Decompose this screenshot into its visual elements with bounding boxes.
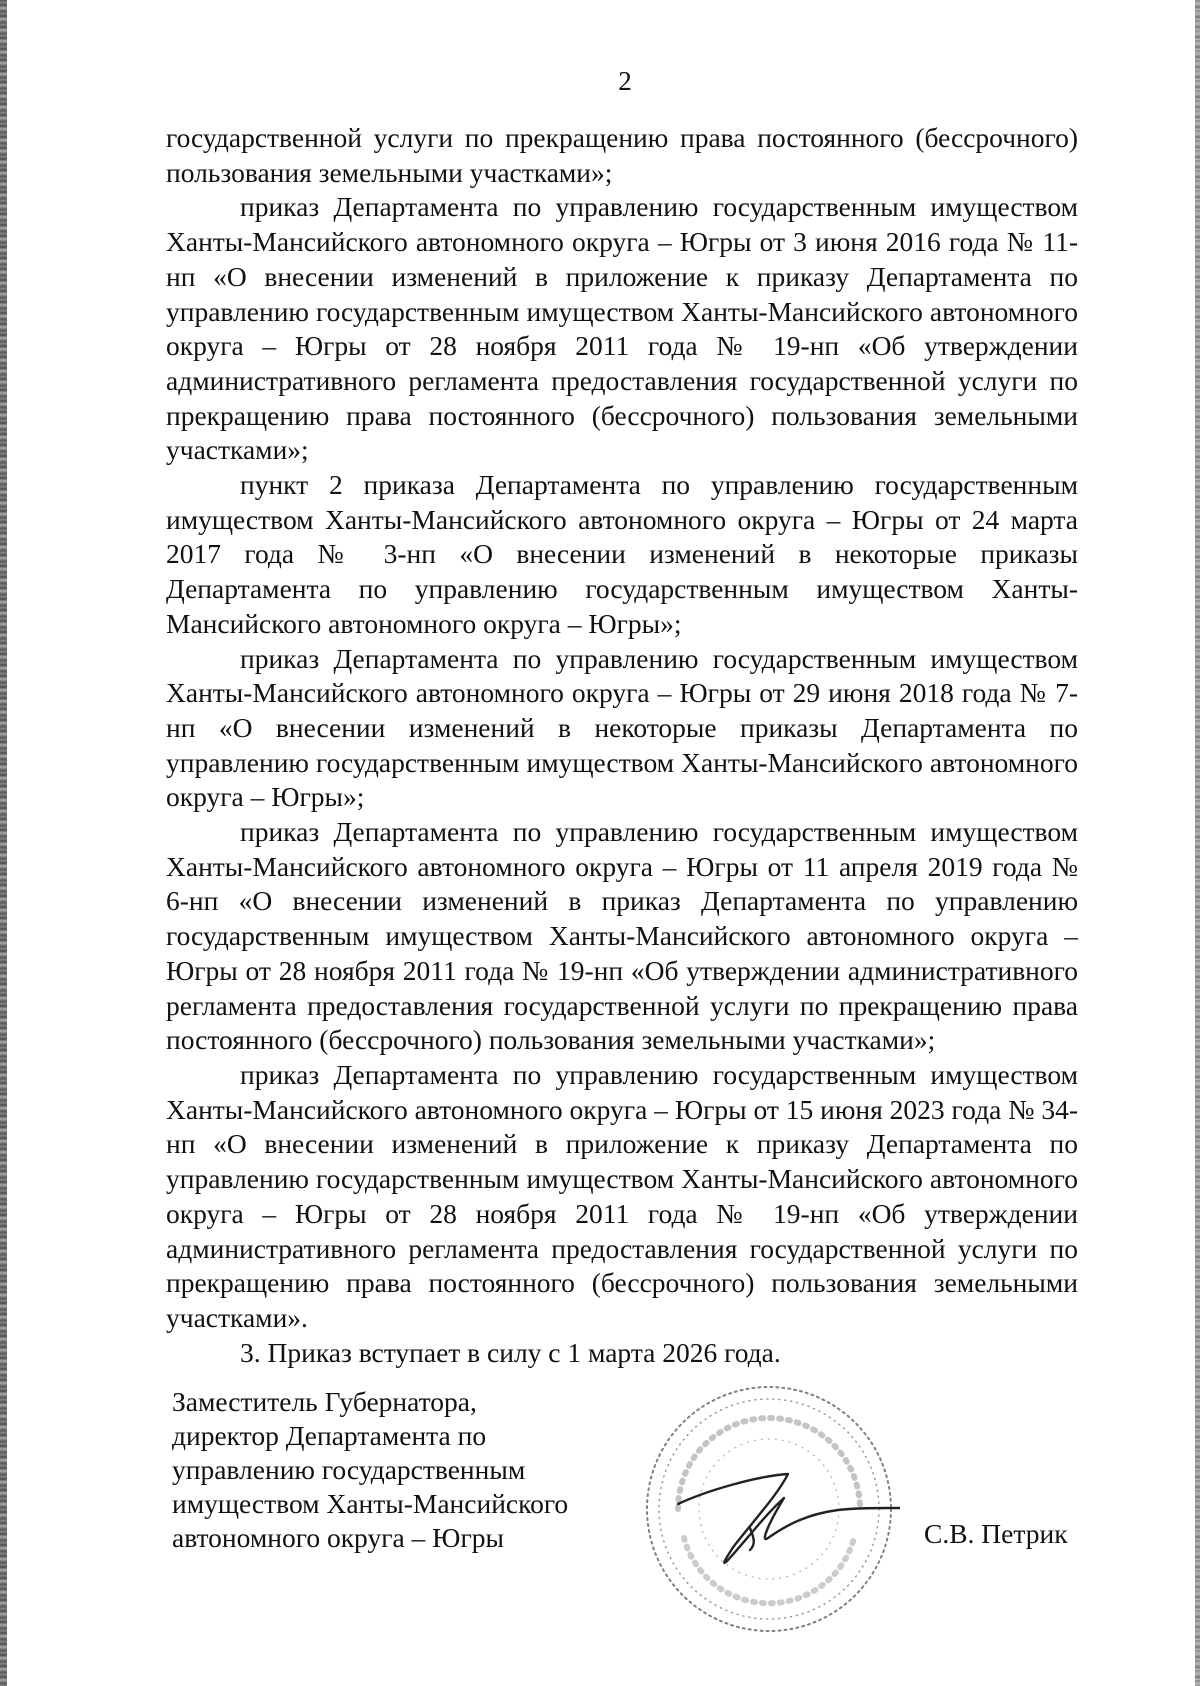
paragraph: приказ Департамента по управлению государственным имуществом Ханты-Мансийского автономного округа – Югры от 15 июня 2023 года № 34-нп «О внесении изменений в приложение к приказу Департамента по управлению государственным имуществом Ханты-Мансийского автономного округа – Югры от 28 ноября 2011 года № 19-нп «Об утверждении административного регламента предоставления государственной услуги по прекращению права постоянного (бессрочного) пользования земельными участками».: [166, 1058, 1078, 1333]
signatory-title-line: имуществом Ханты-Мансийского: [172, 1488, 569, 1519]
signatory-name: С.В. Петрик: [924, 1518, 1068, 1549]
scan-edge-right: [1195, 0, 1200, 1686]
document-body: [166, 121, 1078, 1370]
handwritten-signature: [678, 1474, 900, 1563]
signatory-title-line: управлению государственным: [172, 1454, 526, 1485]
official-seal-icon: [638, 1378, 900, 1640]
signatory-title-line: директор Департамента по: [172, 1420, 487, 1451]
signatory-title: [172, 1385, 568, 1555]
page-number: 2: [618, 66, 632, 96]
scan-edge-left: [0, 0, 7, 1686]
paragraph: приказ Департамента по управлению государственным имуществом Ханты-Мансийского автономного округа – Югры от 3 июня 2016 года № 11-нп «О внесении изменений в приложение к приказу Департамента по управлению государственным имуществом Ханты-Мансийского автономного округа – Югры от 28 ноября 2011 года № 19-нп «Об утверждении административного регламента предоставления государственной услуги по прекращению права постоянного (бессрочного) пользования земельными участками»;: [166, 191, 1078, 466]
signatory-title-line: автономного округа – Югры: [172, 1522, 504, 1553]
signatory-title-line: Заместитель Губернатора,: [172, 1386, 477, 1417]
paragraph: приказ Департамента по управлению государственным имуществом Ханты-Мансийского автономного округа – Югры от 29 июня 2018 года № 7-нп «О внесении изменений в некоторые приказы Департамента по управлению государственным имуществом Ханты-Мансийского автономного округа – Югры»;: [166, 642, 1078, 813]
paragraph: государственной услуги по прекращению права постоянного (бессрочного) пользования земельными участками»;: [166, 122, 1078, 188]
paragraph: приказ Департамента по управлению государственным имуществом Ханты-Мансийского автономного округа – Югры от 11 апреля 2019 года № 6-нп «О внесении изменений в приказ Департамента по управлению государственным имуществом Ханты-Мансийского автономного округа – Югры от 28 ноября 2011 года № 19-нп «Об утверждении административного регламента предоставления государственной услуги по прекращению права постоянного (бессрочного) пользования земельными участками»;: [166, 816, 1078, 1056]
effective-date-paragraph: 3. Приказ вступает в силу с 1 марта 2026 года.: [240, 1336, 781, 1368]
paragraph: пункт 2 приказа Департамента по управлению государственным имуществом Ханты-Мансийского автономного округа – Югры от 24 марта 2017 года № 3-нп «О внесении изменений в некоторые приказы Департамента по управлению государственным имуществом Ханты-Мансийского автономного округа – Югры»;: [166, 469, 1078, 639]
